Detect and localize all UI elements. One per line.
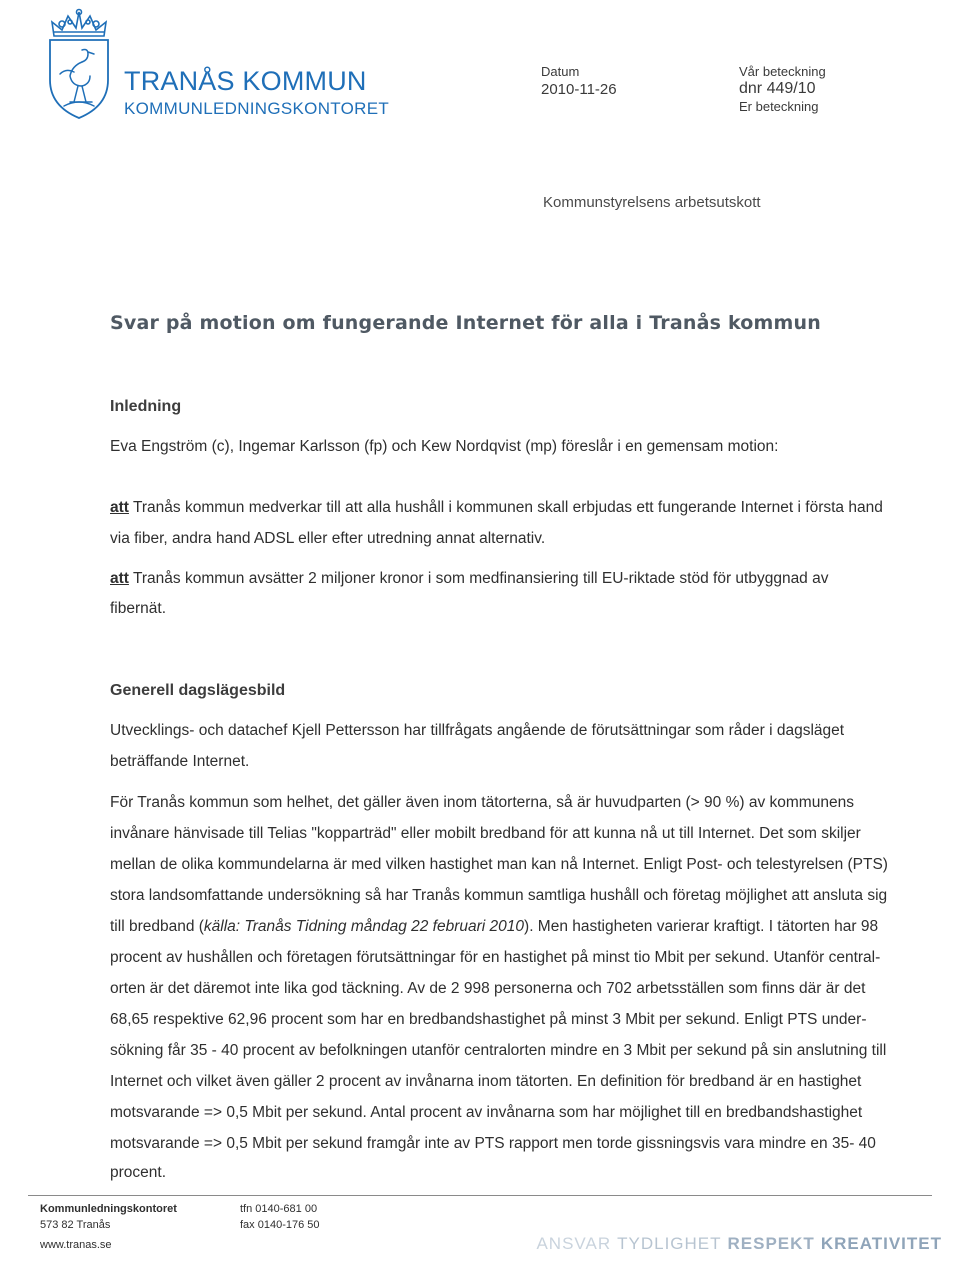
motion-clause-2-line-1 [110, 570, 828, 588]
footer-office: Kommunledningskontoret [40, 1203, 177, 1215]
source-prefix: till bredband ( [110, 918, 204, 935]
municipality-crest-logo [44, 8, 114, 120]
paragraph-2-line: Internet och vilket även gäller 2 procent av invånarna inom tätorten. En definition för bredband är en hastighet [110, 1073, 862, 1090]
source-citation: källa: Tranås Tidning måndag 22 februari 2010 [203, 918, 525, 935]
paragraph-2-line: stora landsomfattande undersökning så har Tranås kommun samtliga hushåll och företag möjlighet att ansluta sig [110, 887, 888, 904]
slogan-word: RESPEKT [727, 1234, 815, 1253]
paragraph-2-line: motsvarande => 0,5 Mbit per sekund framgår inte av PTS rapport men torde gissningsvis vara mindre en 35- 40 [110, 1135, 876, 1152]
att-keyword: att [110, 570, 129, 587]
paragraph-1-line-1: Utvecklings- och datachef Kjell Pettersson har tillfrågats angående de förutsättningar som råder i dagsläget [110, 722, 845, 739]
paragraph-1-line-2: beträffande Internet. [110, 753, 250, 770]
paragraph-2-line: procent av hushållen och företagen förutsättningar för en hastighet på minst tio Mbit per sekund. Utanför central- [110, 949, 881, 966]
footer-phone: tfn 0140-681 00 [240, 1203, 318, 1215]
att-keyword: att [110, 499, 129, 516]
motion-clause-2-text: Tranås kommun avsätter 2 miljoner kronor i som medfinansiering till EU-riktade stöd för utbyggnad av [128, 570, 829, 587]
their-reference-label: Er beteckning [739, 99, 819, 114]
intro-paragraph: Eva Engström (c), Ingemar Karlsson (fp) och Kew Nordqvist (mp) föreslår i en gemensam motion: [110, 438, 779, 455]
footer-address: 573 82 Tranås [40, 1219, 111, 1231]
paragraph-2-line: 68,65 respektive 62,96 procent som har en bredbandshastighet på minst 3 Mbit per sekund. Enligt PTS under- [110, 1011, 867, 1028]
slogan-word: TYDLIGHET [617, 1234, 722, 1253]
paragraph-2-line-source [110, 918, 878, 936]
our-reference-label: Vår beteckning [739, 64, 826, 79]
paragraph-2-line: procent. [110, 1164, 167, 1181]
org-department: KOMMUNLEDNINGSKONTORET [124, 99, 390, 118]
slogan-word: ANSVAR [536, 1234, 612, 1253]
footer-website-link[interactable]: www.tranas.se [40, 1239, 112, 1251]
org-name: TRANÅS KOMMUN [124, 66, 367, 96]
date-label: Datum [541, 64, 580, 79]
paragraph-2-line: För Tranås kommun som helhet, det gäller även inom tätorterna, så är huvudparten (> 90 %) av kommunens [110, 794, 854, 811]
slogan-word: KREATIVITET [820, 1234, 942, 1253]
section-heading-status: Generell dagslägesbild [110, 682, 286, 699]
motion-clause-1-line-2: via fiber, andra hand ADSL eller efter utredning annat alternativ. [110, 530, 546, 547]
our-reference-value: dnr 449/10 [739, 80, 816, 97]
paragraph-2-line: mellan de olika kommundelarna är med vilken hastighet man kan nå Internet. Enligt Post- och telestyrelsen (PTS) [110, 856, 888, 873]
footer-divider [28, 1195, 932, 1196]
footer-slogan [530, 1234, 942, 1254]
paragraph-2-line: sökning får 35 - 40 procent av befolkningen utanför centralorten mindre en 3 Mbit per sekund på sin anslutning till [110, 1042, 887, 1059]
footer-fax: fax 0140-176 50 [240, 1219, 320, 1231]
motion-clause-1-line-1 [110, 499, 883, 517]
motion-clause-1-text: Tranås kommun medverkar till att alla hushåll i kommunen skall erbjudas ett fungerande Internet i första hand [128, 499, 883, 516]
paragraph-2-line: orten är det däremot inte lika god täckning. Av de 2 998 personerna och 702 arbetsställen som finns där är det [110, 980, 866, 997]
section-heading-intro: Inledning [110, 398, 182, 415]
recipient: Kommunstyrelsens arbetsutskott [543, 194, 761, 211]
paragraph-2-line: motsvarande => 0,5 Mbit per sekund. Antal procent av invånarna som har möjlighet till en bredbandshastighet [110, 1104, 863, 1121]
motion-clause-2-line-2: fibernät. [110, 600, 167, 617]
source-suffix: ). Men hastigheten varierar kraftigt. I tätorten har 98 [524, 918, 879, 935]
document-title: Svar på motion om fungerande Internet för alla i Tranås kommun [110, 312, 821, 334]
date-value: 2010-11-26 [541, 81, 617, 98]
paragraph-2-line: invånare hänvisade till Telias "kopparträd" eller mobilt bredband för att kunna nå ut till Internet. Det som skiljer [110, 825, 861, 842]
